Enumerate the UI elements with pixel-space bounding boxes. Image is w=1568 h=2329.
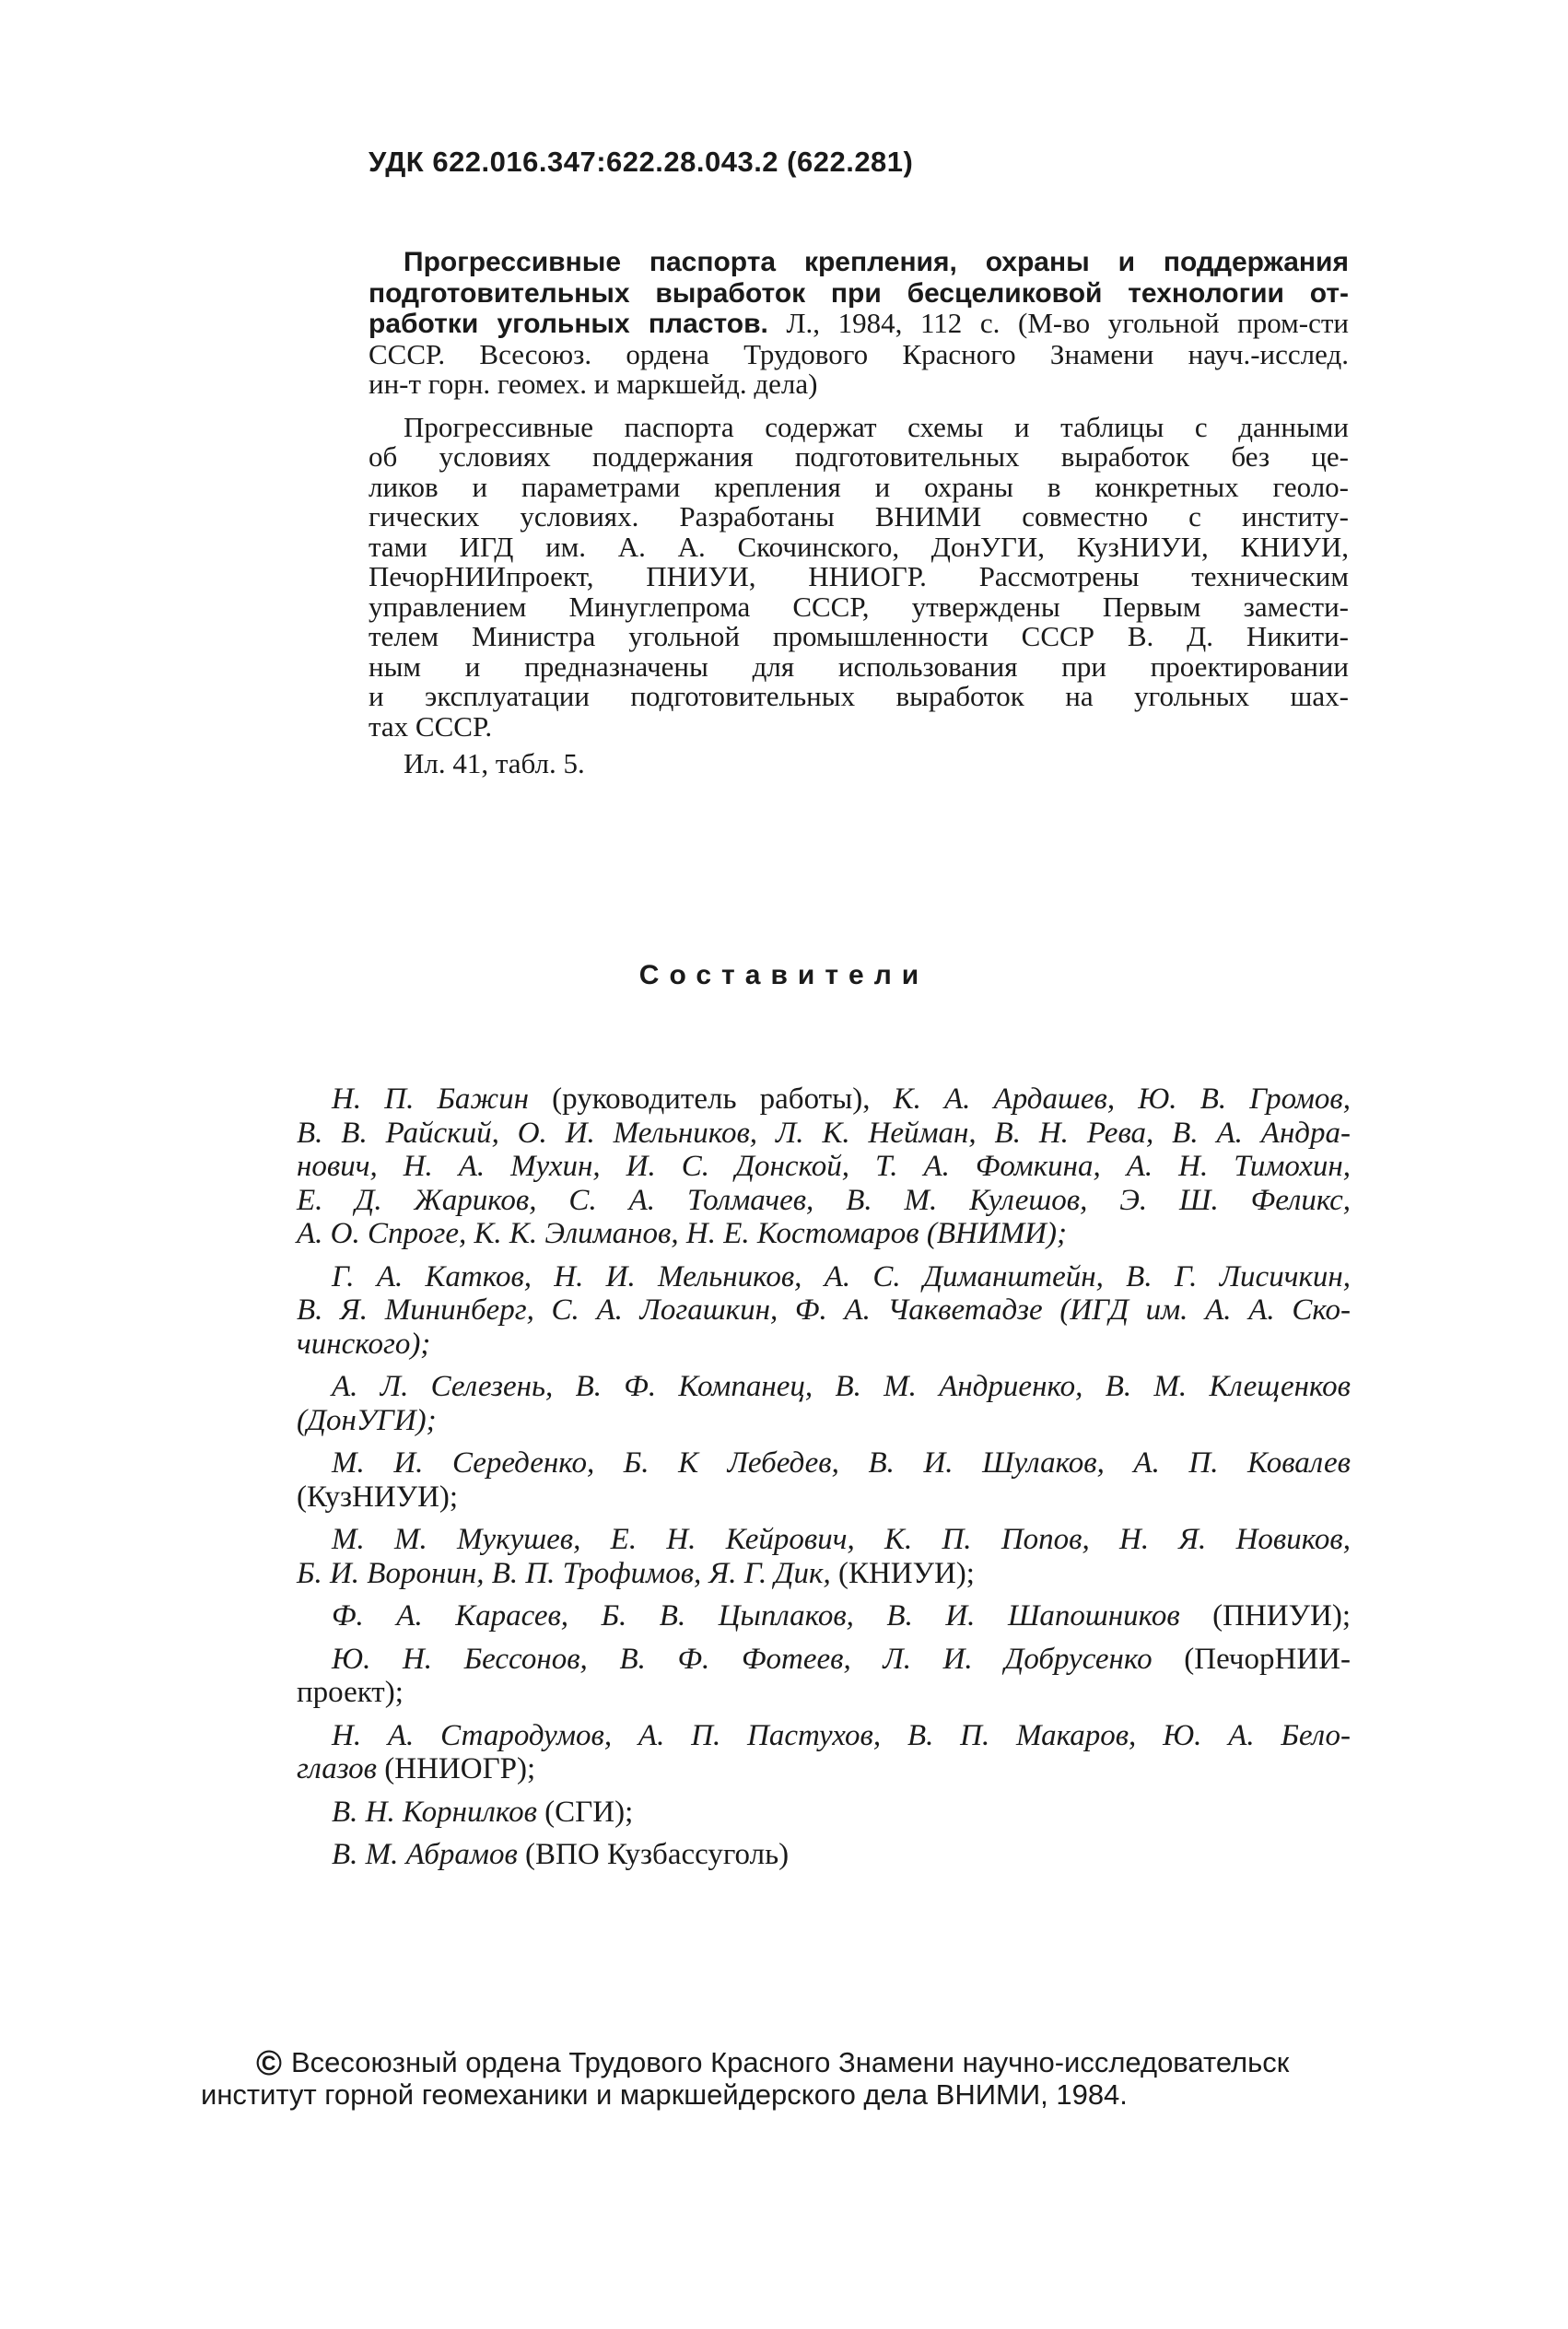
author-institution: (КНИУИ); <box>837 1556 975 1590</box>
abstract-summary <box>369 410 1349 743</box>
copyright-line <box>201 2044 1417 2083</box>
udk-code: УДК 622.016.347:622.28.043.2 (622.281) <box>369 146 914 178</box>
author-line <box>297 1599 1351 1633</box>
summary-line: ным и предназначены для использования при проектировании <box>369 650 1349 683</box>
author-group <box>297 1796 1351 1830</box>
author-line: проект); <box>297 1676 404 1709</box>
author-line <box>297 1083 1351 1117</box>
abstract-title-line <box>369 247 1349 278</box>
author-name: В. М. Абрамов <box>332 1838 526 1871</box>
author-line: нович, Н. А. Мухин, И. С. Донской, Т. А. Фомкина, А. Н. Тимохин, <box>297 1150 1351 1183</box>
author-line: А. О. Спроге, К. К. Элиманов, Н. Е. Костомаров (ВНИМИ); <box>297 1217 1067 1250</box>
author-institution: (ПечорНИИ- <box>1184 1642 1351 1676</box>
author-line <box>297 1643 1351 1677</box>
section-heading: Составители <box>638 960 930 990</box>
author-institution: (СГИ); <box>544 1795 634 1829</box>
author-name: К. А. Ардашев, Ю. В. Громов, <box>893 1083 1351 1116</box>
author-role: (руководитель работы), <box>552 1083 894 1116</box>
author-line <box>297 1796 1351 1830</box>
illustrations-count: Ил. 41, табл. 5. <box>404 747 585 779</box>
author-group <box>297 1083 1351 1251</box>
author-name: Б. И. Воронин, В. П. Трофимов, Я. Г. Дик, <box>297 1556 838 1590</box>
copyright-line: институт горной геомеханики и маркшейдерского дела ВНИМИ, 1984. <box>201 2078 1128 2111</box>
summary-line: ликов и параметрами крепления и охраны в конкретных геоло- <box>369 470 1349 503</box>
summary-line: гических условиях. Разработаны ВНИМИ совместно с институ- <box>369 500 1349 533</box>
author-line <box>297 1557 1351 1591</box>
summary-line: Прогрессивные паспорта содержат схемы и таблицы с данными <box>404 410 1349 443</box>
author-group <box>297 1260 1351 1362</box>
abstract-title-line <box>369 278 1349 310</box>
summary-line: ПечорНИИпроект, ПНИУИ, ННИОГР. Рассмотрены техническим <box>369 560 1349 592</box>
author-group <box>297 1599 1351 1633</box>
author-name: глазов <box>297 1752 385 1785</box>
author-name: Н. П. Бажин <box>332 1083 553 1116</box>
copyright-icon: © <box>256 2044 282 2083</box>
author-group <box>297 1643 1351 1710</box>
author-line <box>297 1752 1351 1786</box>
author-line: (КузНИУИ); <box>297 1480 459 1514</box>
abstract-publisher-line: СССР. Всесоюз. ордена Трудового Красного Знамени науч.-исслед. <box>369 337 1349 370</box>
author-line: чинского); <box>297 1327 431 1361</box>
summary-line: телем Министра угольной промышленности СССР В. Д. Никити- <box>369 620 1349 652</box>
summary-line: и эксплуатации подготовительных выработок на угольных шах- <box>369 680 1349 712</box>
author-line: Е. Д. Жариков, С. А. Толмачев, В. М. Кулешов, Э. Ш. Феликс, <box>297 1183 1351 1217</box>
author-line: А. Л. Селезень, В. Ф. Компанец, В. М. Андриенко, В. М. Клещенков <box>332 1370 1351 1403</box>
author-line: (ДонУГИ); <box>297 1403 437 1437</box>
author-line: Г. А. Катков, Н. И. Мельников, А. С. Диманштейн, В. Г. Лисичкин, <box>332 1259 1351 1293</box>
author-line: М. М. Мукушев, Е. Н. Кейрович, К. П. Попов, Н. Я. Новиков, <box>332 1523 1351 1556</box>
author-group <box>297 1523 1351 1590</box>
summary-line: тами ИГД им. А. А. Скочинского, ДонУГИ, КузНИУИ, КНИУИ, <box>369 530 1349 563</box>
author-group <box>297 1838 1351 1872</box>
abstract-publisher-line: ин-т горн. геомех. и маркшейд. дела) <box>369 368 818 400</box>
author-institution: (ПНИУИ); <box>1212 1599 1351 1633</box>
author-group <box>297 1370 1351 1437</box>
copyright-notice <box>201 2044 1417 2111</box>
abstract-title-text: подготовительных выработок при бесцеликовой технологии от- <box>369 277 1349 309</box>
author-name: Ю. Н. Бессонов, В. Ф. Фотеев, Л. И. Добрусенко <box>332 1642 1185 1676</box>
author-name: В. Н. Корнилков <box>332 1795 545 1829</box>
author-line: В. Я. Мининберг, С. А. Логашкин, Ф. А. Чакветадзе (ИГД им. А. А. Ско- <box>297 1293 1351 1327</box>
summary-line: об условиях поддержания подготовительных выработок без це- <box>369 440 1349 473</box>
author-line: М. И. Середенко, Б. К Лебедев, В. И. Шулаков, А. П. Ковалев <box>332 1446 1351 1480</box>
author-line <box>297 1838 1351 1872</box>
author-name: Ф. А. Карасев, Б. В. Цыплаков, В. И. Шапошников <box>332 1599 1213 1633</box>
abstract-title-line <box>369 309 1349 340</box>
summary-line: управлением Минуглепрома СССР, утверждены Первым замести- <box>369 590 1349 623</box>
bibliographic-abstract <box>369 247 1349 779</box>
author-group <box>297 1446 1351 1514</box>
author-line: В. В. Райский, О. И. Мельников, Л. К. Нейман, В. Н. Рева, В. А. Андра- <box>297 1116 1351 1150</box>
author-group <box>297 1719 1351 1786</box>
authors-list <box>297 1083 1351 1872</box>
abstract-title-text: работки угольных пластов. <box>369 309 768 339</box>
abstract-publication-info: Л., 1984, 112 с. (М-во угольной пром-сти <box>767 307 1349 339</box>
abstract-title-text: Прогрессивные паспорта крепления, охраны и поддержания <box>404 247 1349 277</box>
copyright-text: Всесоюзный ордена Трудового Красного Знамени научно-исследовательск <box>291 2046 1290 2078</box>
summary-line: тах СССР. <box>369 709 493 743</box>
author-line: Н. А. Стародумов, А. П. Пастухов, В. П. Макаров, Ю. А. Бело- <box>332 1718 1351 1752</box>
author-institution: (ВПО Кузбассуголь) <box>525 1838 790 1871</box>
author-institution: (ННИОГР); <box>384 1752 536 1785</box>
